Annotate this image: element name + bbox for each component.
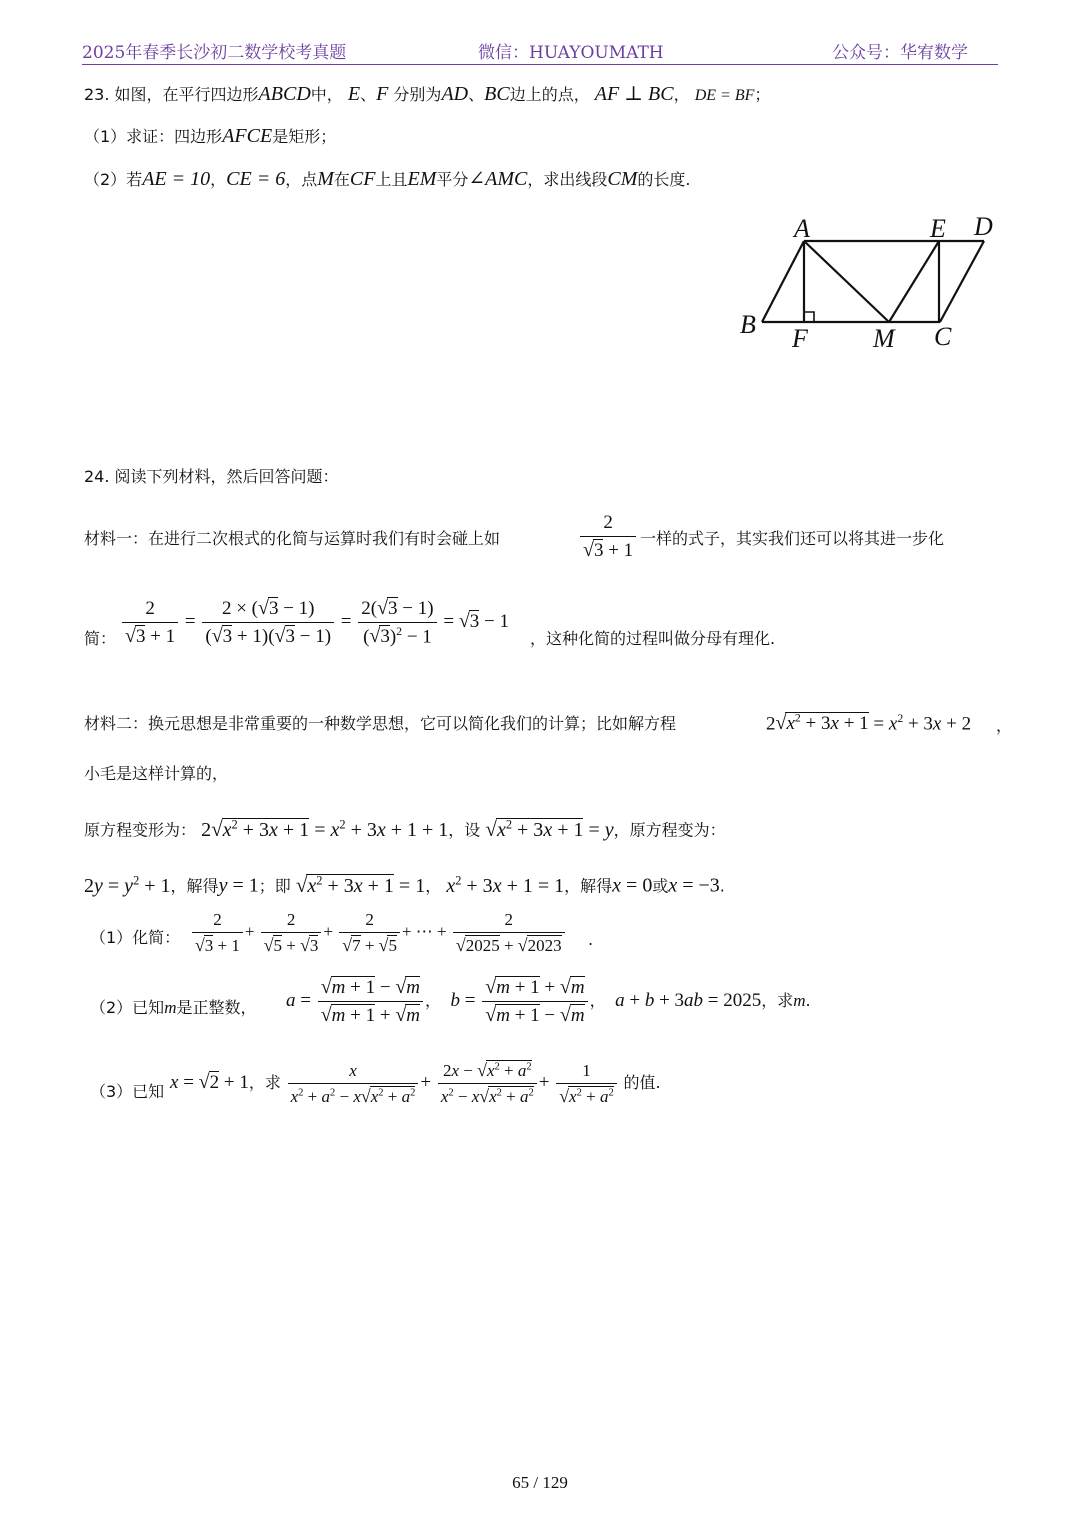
q24-material2-line4: $2y = y^2 + 1$，解得y = 1；即 $√x^2 + 3x + 1 = 1$， $x^2 + 3x + 1 = 1$，解得x = 0或x = −3. — [84, 872, 725, 897]
material2-equation: $2√x^2 + 3x + 1 = x^2 + 3x + 2$ — [766, 712, 972, 735]
segment-ab — [762, 241, 804, 322]
q24-part3-label: （3）已知 — [90, 1082, 165, 1101]
q24-material2-line1: 材料二：换元思想是非常重要的一种数学思想，它可以简化我们的计算；比如解方程 — [84, 714, 677, 733]
q23-part2: （2）若AE = 10，CE = 6，点M在CF上且EM平分∠AMC，求出线段CM的长度. — [84, 168, 691, 190]
q24-part1-label: （1）化简： — [90, 928, 181, 947]
q24-material1-line1: 材料一：在进行二次根式的化简与运算时我们有时会碰上如 — [84, 529, 501, 548]
right-angle-mark — [804, 312, 814, 322]
segment-dc — [940, 241, 984, 322]
label-d: D — [974, 212, 993, 241]
q24-material1-line2: 简： — [84, 629, 117, 648]
label-f: F — [792, 324, 808, 353]
q24-part3-expression: x = √2 + 1，求 $\frac{x}{x^2 + a^2 - x√x^2 + a^2}$ + $\frac{2x - √x^2 + a^2}{x^2 - x√x^2 + a^2}$ + $\frac{1}{√x^2 + a^2}$ 的值. — [170, 1060, 661, 1106]
q24-part2-label: （2）已知m是正整数， — [90, 998, 257, 1017]
q24-title: 24. 阅读下列材料，然后回答问题： — [84, 467, 339, 486]
header-divider — [82, 64, 998, 65]
header-left: 2025年春季长沙初二数学校考真题 — [82, 43, 347, 63]
q24-material1-line1b: 一样的式子，其实我们还可以将其进一步化 — [640, 529, 945, 548]
header-right: 公众号：华宥数学 — [832, 43, 968, 63]
q24-part1-period: . — [588, 930, 594, 949]
q24-material2-line3: 原方程变形为： $2√x^2 + 3x + 1 = x^2 + 3x + 1 + 1$，设 $√x^2 + 3x + 1 = y$，原方程变为： — [84, 816, 726, 841]
q23-part1: （1）求证：四边形AFCE是矩形； — [84, 125, 337, 147]
material2-comma: ， — [996, 716, 1013, 735]
q24-material2-line2: 小毛是这样计算的， — [84, 764, 229, 783]
label-a: A — [794, 214, 810, 243]
page-number: 65 / 129 — [512, 1473, 568, 1492]
q24-part1-expression: $\frac{2}{√3 + 1}$ + $\frac{2}{√5 + √3}$ + $\frac{2}{√7 + √5}$ + ⋯ + $\frac{2}{√2025 + √2023}$ — [190, 910, 567, 956]
header-center: 微信：HUAYOUMATH — [478, 43, 664, 63]
label-m: M — [873, 324, 895, 353]
q24-part2-expression: a = $\frac{√m + 1 - √m}{√m + 1 + √m}$ ， b = $\frac{√m + 1 + √m}{√m + 1 - √m}$ ， a + b + 3ab = 2025，求m. — [286, 976, 811, 1026]
label-e: E — [930, 214, 946, 243]
segment-am — [804, 241, 889, 322]
rationalization-derivation: $\frac{2}{√3 + 1}$ = $\frac{2 \times (√3 - 1)}{(√3 + 1)(√3 - 1)}$ = $\frac{2(√3 - 1)}{(√3)^2 - 1}$ = √3 − 1 — [120, 597, 509, 648]
label-b: B — [740, 310, 756, 339]
segment-em — [889, 241, 939, 322]
label-c: C — [934, 322, 952, 351]
q23-figure — [730, 205, 1020, 360]
q24-material1-line2b: ，这种化简的过程叫做分母有理化. — [530, 629, 776, 648]
q23-stem: 23. 如图，在平行四边形ABCD中， E、F 分别为AD、BC边上的点， AF ⊥ BC， DE = BF； — [84, 83, 771, 105]
material1-fraction: $\frac{2}{√3 + 1}$ — [578, 512, 638, 562]
